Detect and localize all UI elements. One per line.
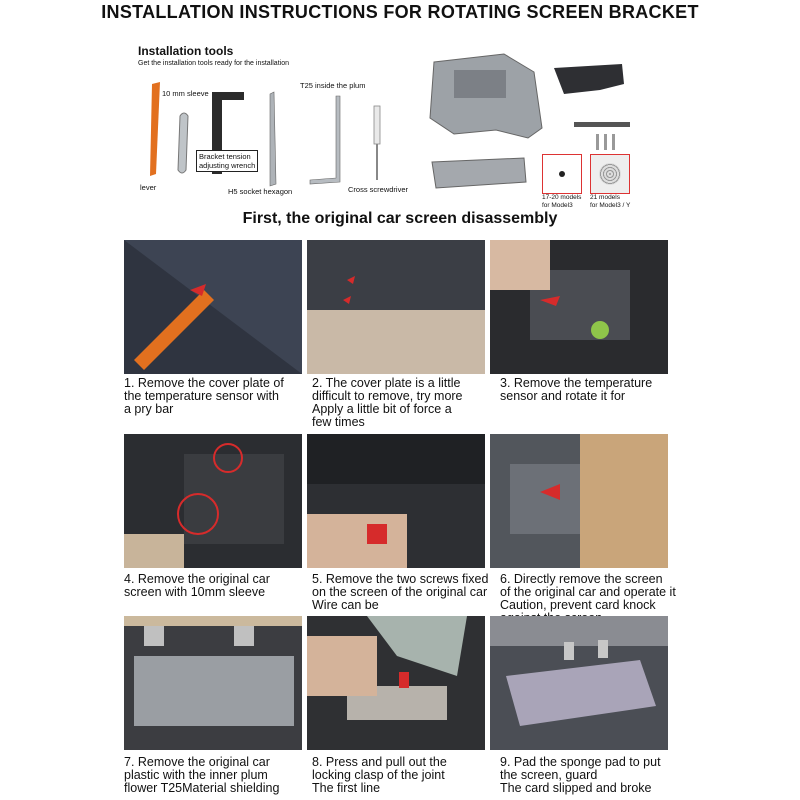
page-title: INSTALLATION INSTRUCTIONS FOR ROTATING SCREEN BRACKET [101, 2, 699, 22]
step-6-caption: 6. Directly remove the screen of the original car and operate it Caution, prevent card knock [500, 572, 676, 612]
screwdriver-handle [374, 106, 380, 144]
step-1-photo [124, 240, 302, 374]
label-t25: T25 inside the plum [300, 81, 366, 90]
step-5-photo [307, 434, 485, 568]
sleeve-wrench-tool [178, 113, 188, 173]
step-3-caption: 3. Remove the temperature sensor and rotate it for [500, 376, 653, 403]
step-2-caption: 2. The cover plate is a little difficult to remove, try more Apply a little bit of force a few times [312, 376, 463, 429]
step-9-caption: 9. Pad the sponge pad to put the screen, guard The card slipped and broke [500, 755, 661, 795]
bracket-base-part [432, 158, 526, 188]
label-wrench: Bracket tension adjusting wrench [196, 150, 258, 172]
step-7-caption: 7. Remove the original car plastic with the inner plum flower T25Material shielding [124, 755, 280, 795]
step-8-photo [307, 616, 485, 750]
tools-heading: Installation tools [138, 44, 234, 58]
section-heading: First, the original car screen disassembly [242, 210, 558, 227]
label-model-b: 21 models for Model3 / Y [590, 194, 631, 209]
lever-tool [150, 82, 160, 176]
model-b-sensor-icon [590, 154, 630, 194]
step-3-photo [490, 240, 668, 374]
label-screwdriver: Cross screwdriver [348, 185, 409, 194]
socket-hexagon-tool [270, 92, 276, 186]
installation-tools-panel [124, 34, 676, 209]
model-a-sensor-icon [542, 154, 582, 194]
step-9-photo [490, 616, 668, 750]
step-2-photo [307, 240, 485, 374]
label-model-a: 17-20 models for Model3 [542, 194, 582, 209]
step-4-caption: 4. Remove the original car screen with 10mm sleeve [124, 572, 270, 599]
screwdriver-shaft [376, 144, 378, 180]
t25-key-tool [310, 96, 340, 184]
step-4-photo [124, 434, 302, 568]
step-6-photo [490, 434, 668, 568]
step-1-caption: 1. Remove the cover plate of the temperature sensor with a pry bar [124, 376, 284, 416]
bracket-clamp-part [554, 64, 624, 94]
tools-subheading: Get the installation tools ready for the installation [138, 60, 289, 67]
step-5-caption: 5. Remove the two screws fixed on the screen of the original car Wire can be [312, 572, 489, 612]
label-lever: lever [140, 183, 157, 192]
step-7-photo [124, 616, 302, 750]
label-hex: H5 socket hexagon [228, 187, 293, 196]
label-sleeve: 10 mm sleeve [162, 89, 209, 98]
step-8-caption: 8. Press and pull out the locking clasp of the joint The first line [312, 755, 447, 795]
